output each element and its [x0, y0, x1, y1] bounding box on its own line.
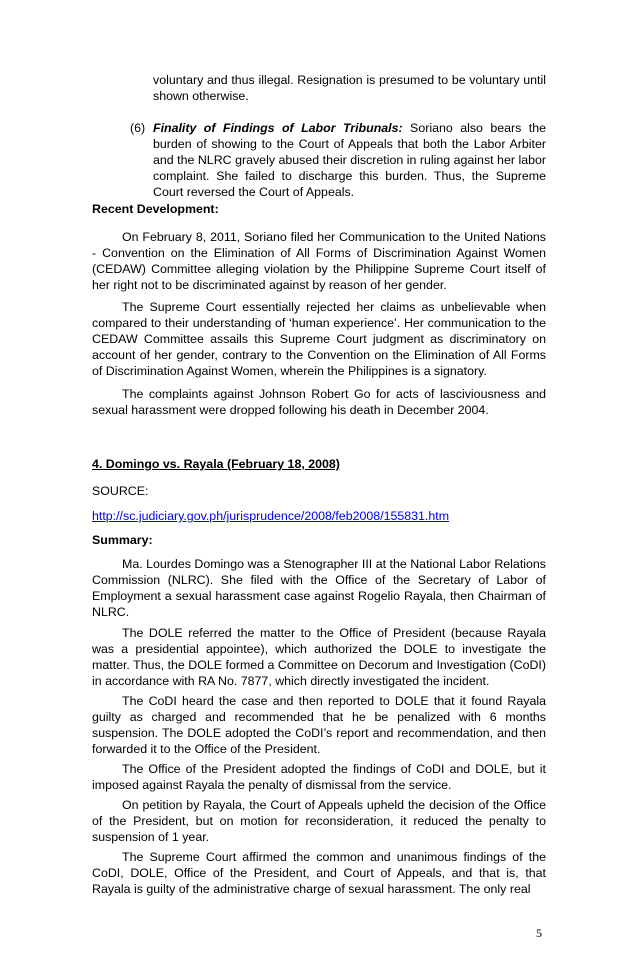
summary-paragraph-3: The CoDI heard the case and then reported to DOLE that it found Rayala guilty as charged and recommended that he be penalized with 6 months suspension. The DOLE adopted the CoDI’s report and recommendation, and then forwarded it to the Office of the President. — [92, 694, 546, 756]
list-item-number: (6) — [130, 121, 146, 135]
case-4-heading: 4. Domingo vs. Rayala (February 18, 2008) — [92, 457, 340, 471]
list-item-body — [153, 120, 546, 200]
summary-paragraph-4: The Office of the President adopted the findings of CoDI and DOLE, but it imposed against Rayala the penalty of dismissal from the service. — [92, 762, 546, 792]
source-link[interactable]: http://sc.judiciary.gov.ph/jurisprudence/2008/feb2008/155831.htm — [92, 509, 450, 523]
summary-paragraph-6: The Supreme Court affirmed the common and unanimous findings of the CoDI, DOLE, Office of the President, and Court of Appeals, and that is, that Rayala is guilty of the administrative charge of sexual harassment. The only real — [92, 850, 546, 896]
recent-development-heading: Recent Development: — [92, 202, 219, 216]
list-item-title: Finality of Findings of Labor Tribunals: — [153, 121, 403, 135]
source-label: SOURCE: — [92, 484, 149, 498]
summary-paragraph-2: The DOLE referred the matter to the Office of President (because Rayala was a presidential appointee), which authorized the DOLE to investigate the matter. Thus, the DOLE formed a Committee on Decorum and Investigation (CoDI) in accordance with RA No. 7877, which directly investigated the incident. — [92, 626, 546, 688]
recent-paragraph-3: The complaints against Johnson Robert Go for acts of lasciviousness and sexual harassment were dropped following his death in December 2004. — [92, 387, 546, 417]
summary-heading: Summary: — [92, 533, 153, 547]
recent-paragraph-2: The Supreme Court essentially rejected her claims as unbelievable when compared to their understanding of ‘human experience’. Her communication to the CEDAW Committee assails this Supreme Court judgment as discriminatory on account of her gender, contrary to the Convention on the Elimination of All Forms of Discrimination Against Women, wherein the Philippines is a signatory. — [92, 300, 546, 378]
summary-paragraph-1: Ma. Lourdes Domingo was a Stenographer III at the National Labor Relations Commission (NLRC). She filed with the Office of the Secretary of Labor of Employment a sexual harassment case against Rogelio Rayala, then Chairman of NLRC. — [92, 557, 546, 619]
recent-paragraph-1: On February 8, 2011, Soriano filed her Communication to the United Nations - Convention on the Elimination of All Forms of Discrimination Against Women (CEDAW) Committee alleging violation by the Philippine Supreme Court itself of her right not to be discriminated against by reason of her gender. — [92, 230, 546, 292]
list-item-6 — [130, 120, 546, 200]
continued-paragraph: voluntary and thus illegal. Resignation is presumed to be voluntary until shown otherwise. — [153, 73, 546, 103]
page-number: 5 — [536, 926, 542, 940]
list-item-text: Soriano also bears the burden of showing to the Court of Appeals that both the Labor Arbiter and the NLRC gravely abused their discretion in ruling against her labor complaint. She failed to discharge this burden. Thus, the Supreme Court reversed the Court of Appeals. — [153, 121, 546, 199]
summary-paragraph-5: On petition by Rayala, the Court of Appeals upheld the decision of the Office of the President, but on motion for reconsideration, it reduced the penalty to suspension of 1 year. — [92, 798, 546, 844]
